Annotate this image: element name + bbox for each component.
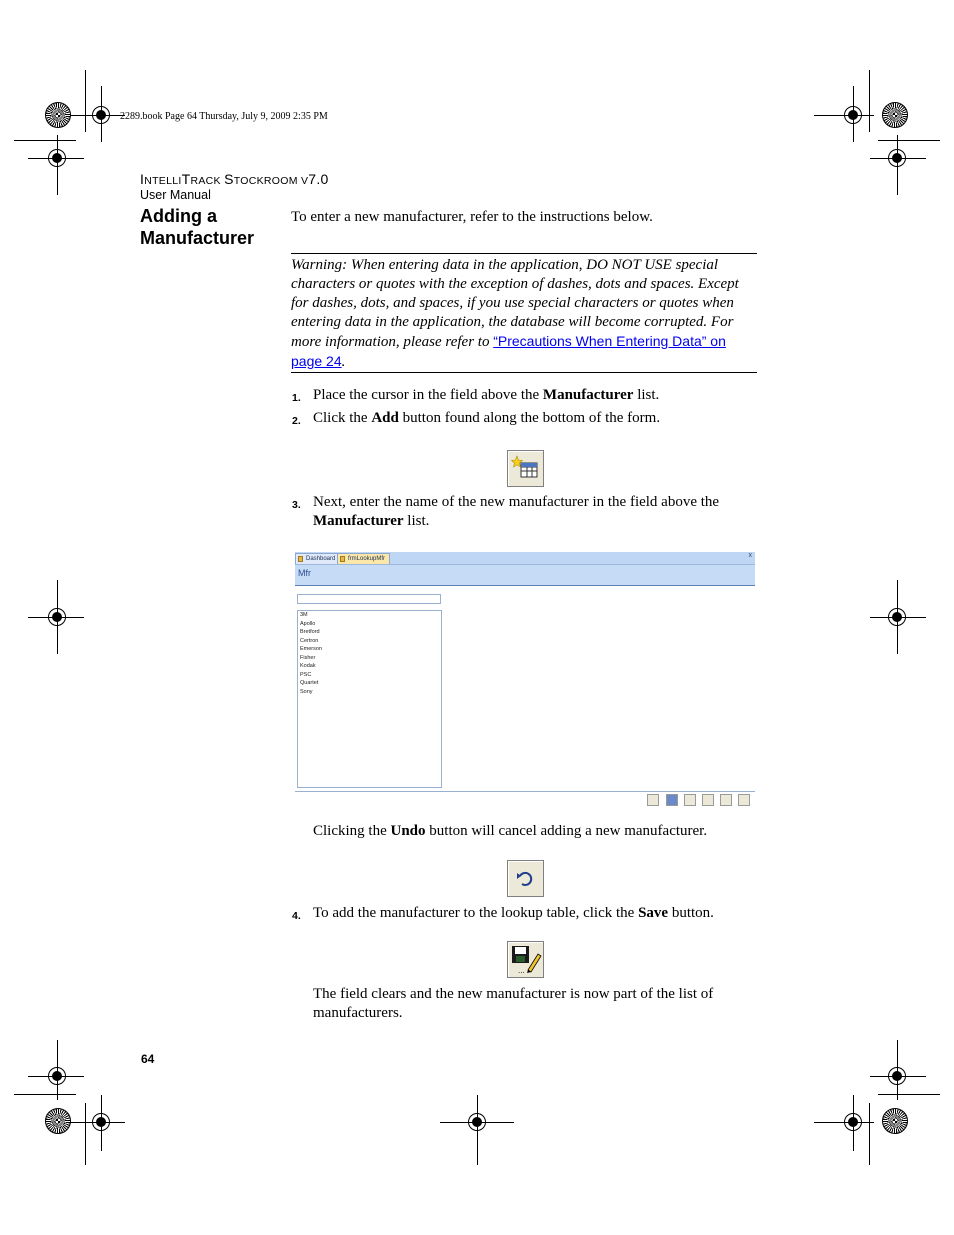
exit-icon[interactable] (738, 794, 750, 806)
save-button[interactable] (507, 941, 544, 978)
list-item[interactable]: Fisher (300, 654, 316, 661)
list-item[interactable]: Emerson (300, 646, 323, 652)
form-title: Mfr (298, 568, 311, 578)
list-item[interactable]: Quartet (300, 680, 319, 686)
step-number: 1. (292, 392, 301, 404)
tab-frmlookupmfr[interactable]: frmLookupMfr (337, 553, 390, 564)
document-tab-bar (295, 552, 755, 565)
form-toolbar (295, 791, 755, 812)
intro-text: To enter a new manufacturer, refer to the instructions below. (291, 209, 653, 225)
page-number: 64 (141, 1052, 155, 1066)
warning-top-rule (291, 253, 757, 254)
running-header-product: INTELLITRACK STOCKROOM V7.0 (140, 171, 329, 187)
step-2-text: Click the Add button found along the bottom of the form. (313, 410, 661, 426)
close-icon[interactable]: x (748, 552, 752, 559)
running-header-subtitle: User Manual (140, 188, 211, 202)
undo-icon[interactable] (720, 794, 732, 806)
print-slug: 2289.book Page 64 Thursday, July 9, 2009 2:35 PM (120, 111, 328, 122)
step-1-text: Place the cursor in the field above the Manufacturer list. (313, 387, 660, 403)
undo-button[interactable] (507, 860, 544, 897)
list-item[interactable]: PSC (300, 671, 312, 678)
closing-paragraph: The field clears and the new manufacturer is now part of the list of manufacturers. (313, 986, 714, 1021)
precautions-link[interactable]: “Precautions When Entering Data” on page 24 (291, 333, 726, 369)
step-4-text: To add the manufacturer to the lookup table, click the Save button. (313, 905, 714, 921)
list-item[interactable]: Apollo (300, 620, 316, 627)
warning-note: Warning: When entering data in the application, DO NOT USE special characters or quotes with the exception of dashes, dots and spaces. Except for dashes, dots, and spaces, if you use special characters or quotes when entering data in the application, the database will become corrupted. For more information, please refer to “Precautions When Entering Data” on page 24. (291, 257, 739, 370)
save-icon (508, 942, 543, 977)
list-item[interactable]: Kodak (300, 663, 316, 669)
add-button[interactable] (507, 450, 544, 487)
svg-text:...: ... (518, 967, 525, 975)
step-number: 4. (292, 910, 301, 922)
delete-icon[interactable] (702, 794, 714, 806)
registration-starburst-icon (882, 1108, 908, 1134)
add-record-icon[interactable] (647, 794, 659, 806)
list-item[interactable]: Bretford (300, 629, 320, 635)
registration-starburst-icon (45, 1108, 71, 1134)
edit-icon[interactable] (684, 794, 696, 806)
add-record-icon (508, 451, 543, 486)
step-3-text: Next, enter the name of the new manufacturer in the field above the Manufacturer list. (313, 494, 720, 529)
list-item[interactable]: Sony (300, 688, 313, 695)
warning-bottom-rule (291, 372, 757, 373)
list-item[interactable]: Certron (300, 637, 319, 644)
list-item[interactable]: 3M (300, 612, 308, 618)
tab-dashboard[interactable]: Dashboard (295, 553, 340, 564)
step-number: 2. (292, 415, 301, 427)
section-title: Adding a Manufacturer (140, 206, 255, 248)
lookup-form-screenshot (295, 552, 755, 812)
manufacturer-input[interactable] (297, 594, 441, 604)
undo-icon (508, 861, 543, 896)
registration-starburst-icon (882, 102, 908, 128)
step-number: 3. (292, 499, 301, 511)
manufacturer-list[interactable] (297, 610, 442, 788)
registration-starburst-icon (45, 102, 71, 128)
undo-note: Clicking the Undo button will cancel adding a new manufacturer. (313, 823, 708, 839)
save-icon[interactable] (666, 794, 678, 806)
form-header (295, 565, 755, 586)
